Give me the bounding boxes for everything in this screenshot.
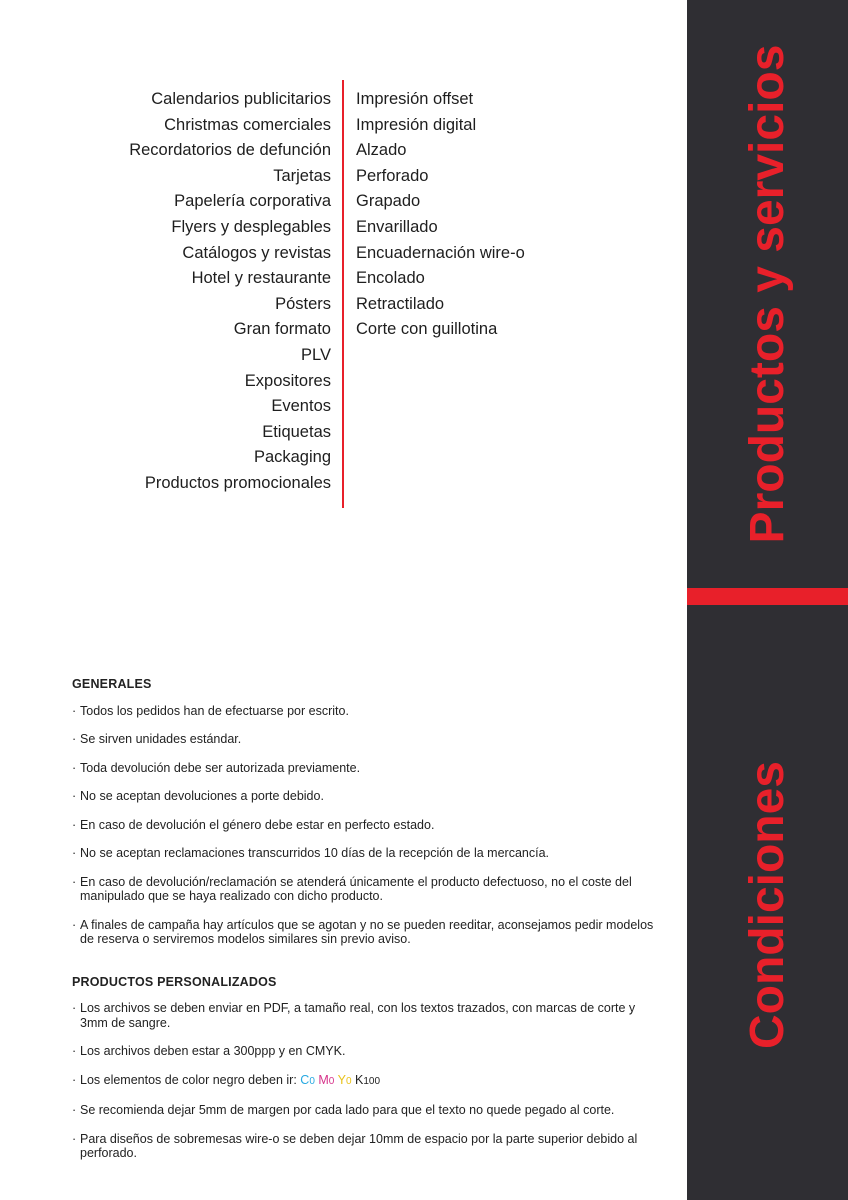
custom-heading: PRODUCTOS PERSONALIZADOS <box>72 974 277 989</box>
general-heading: GENERALES <box>72 677 152 691</box>
product-item: Eventos <box>271 397 331 416</box>
cmyk-k-value: 100 <box>363 1075 381 1087</box>
conditions-section <box>72 677 656 1175</box>
product-item: Packaging <box>253 448 331 467</box>
product-item: Recordatorios de defunción <box>129 141 331 160</box>
general-item: · En caso de devolución/reclamación se atenderá únicamente el producto defectuoso, no el coste del manipulado que se haya realizado con dicho producto. <box>72 875 656 904</box>
general-item: · No se aceptan reclamaciones transcurridos 10 días de la recepción de la mercancía. <box>72 846 656 861</box>
product-item: Calendarios publicitarios <box>151 90 331 108</box>
general-item: · No se aceptan devoluciones a porte debido. <box>72 789 656 804</box>
general-item: · Se sirven unidades estándar. <box>72 732 656 747</box>
service-item: Retractilado <box>356 294 445 313</box>
service-item: Corte con guillotina <box>356 320 498 339</box>
service-item: Encuadernación wire-o <box>356 243 525 262</box>
cmyk-c-value: 0 <box>309 1075 315 1087</box>
products-list <box>80 87 331 497</box>
service-item: Encolado <box>356 269 425 288</box>
cmyk-m-value: 0 <box>328 1075 335 1087</box>
product-item: Expositores <box>244 371 331 390</box>
custom-item: · Los archivos deben estar a 300ppp y en CMYK. <box>72 1044 656 1059</box>
section-title-products-text: Productos y servicios <box>741 44 794 544</box>
general-item: · Todos los pedidos han de efectuarse por escrito. <box>72 704 656 719</box>
product-item: Gran formato <box>233 320 331 339</box>
product-item: Papelería corporativa <box>174 192 331 211</box>
product-item: Etiquetas <box>262 422 331 441</box>
custom-item: · Los archivos se deben enviar en PDF, a tamaño real, con los textos trazados, con marcas de corte y 3mm de sangre. <box>72 1001 656 1030</box>
cmyk-y-value: 0 <box>345 1075 352 1087</box>
custom-item: · Para diseños de sobremesas wire-o se deben dejar 10mm de espacio por la parte superior debido al perforado. <box>72 1132 656 1161</box>
column-divider <box>342 80 344 508</box>
service-item: Impresión digital <box>356 115 477 134</box>
service-item: Impresión offset <box>356 90 474 108</box>
general-item: · Toda devolución debe ser autorizada previamente. <box>72 761 656 776</box>
cmyk-prefix: Los elementos de color negro deben ir: <box>80 1072 297 1087</box>
cmyk-c-letter: C <box>300 1072 310 1087</box>
service-item: Envarillado <box>356 217 438 236</box>
general-item: · A finales de campaña hay artículos que se agotan y no se pueden reeditar, aconsejamos pedir modelos de reserva o serviremos modelos similares sin previo aviso. <box>72 918 656 947</box>
service-item: Perforado <box>356 166 429 185</box>
product-item: Productos promocionales <box>144 473 331 492</box>
product-item: Pósters <box>275 294 331 313</box>
product-item: Tarjetas <box>273 166 331 185</box>
product-item: Catálogos y revistas <box>182 243 331 262</box>
cmyk-k-letter: K <box>355 1072 364 1087</box>
custom-item: · Se recomienda dejar 5mm de margen por cada lado para que el texto no quede pegado al corte. <box>72 1103 656 1118</box>
product-item: Christmas comerciales <box>164 115 331 134</box>
section-title-conditions-text: Condiciones <box>741 760 794 1050</box>
service-item: Grapado <box>356 192 421 211</box>
service-item: Alzado <box>356 141 407 160</box>
cmyk-y-letter: Y <box>337 1072 346 1087</box>
services-list <box>356 87 656 343</box>
custom-item-cmyk <box>72 1073 656 1090</box>
product-item: Hotel y restaurante <box>191 269 331 288</box>
sidebar-red-stripe <box>687 588 848 605</box>
cmyk-m-letter: M <box>318 1072 329 1087</box>
product-item: Flyers y desplegables <box>171 217 331 236</box>
general-item: · En caso de devolución el género debe estar en perfecto estado. <box>72 818 656 833</box>
product-item: PLV <box>301 345 331 364</box>
